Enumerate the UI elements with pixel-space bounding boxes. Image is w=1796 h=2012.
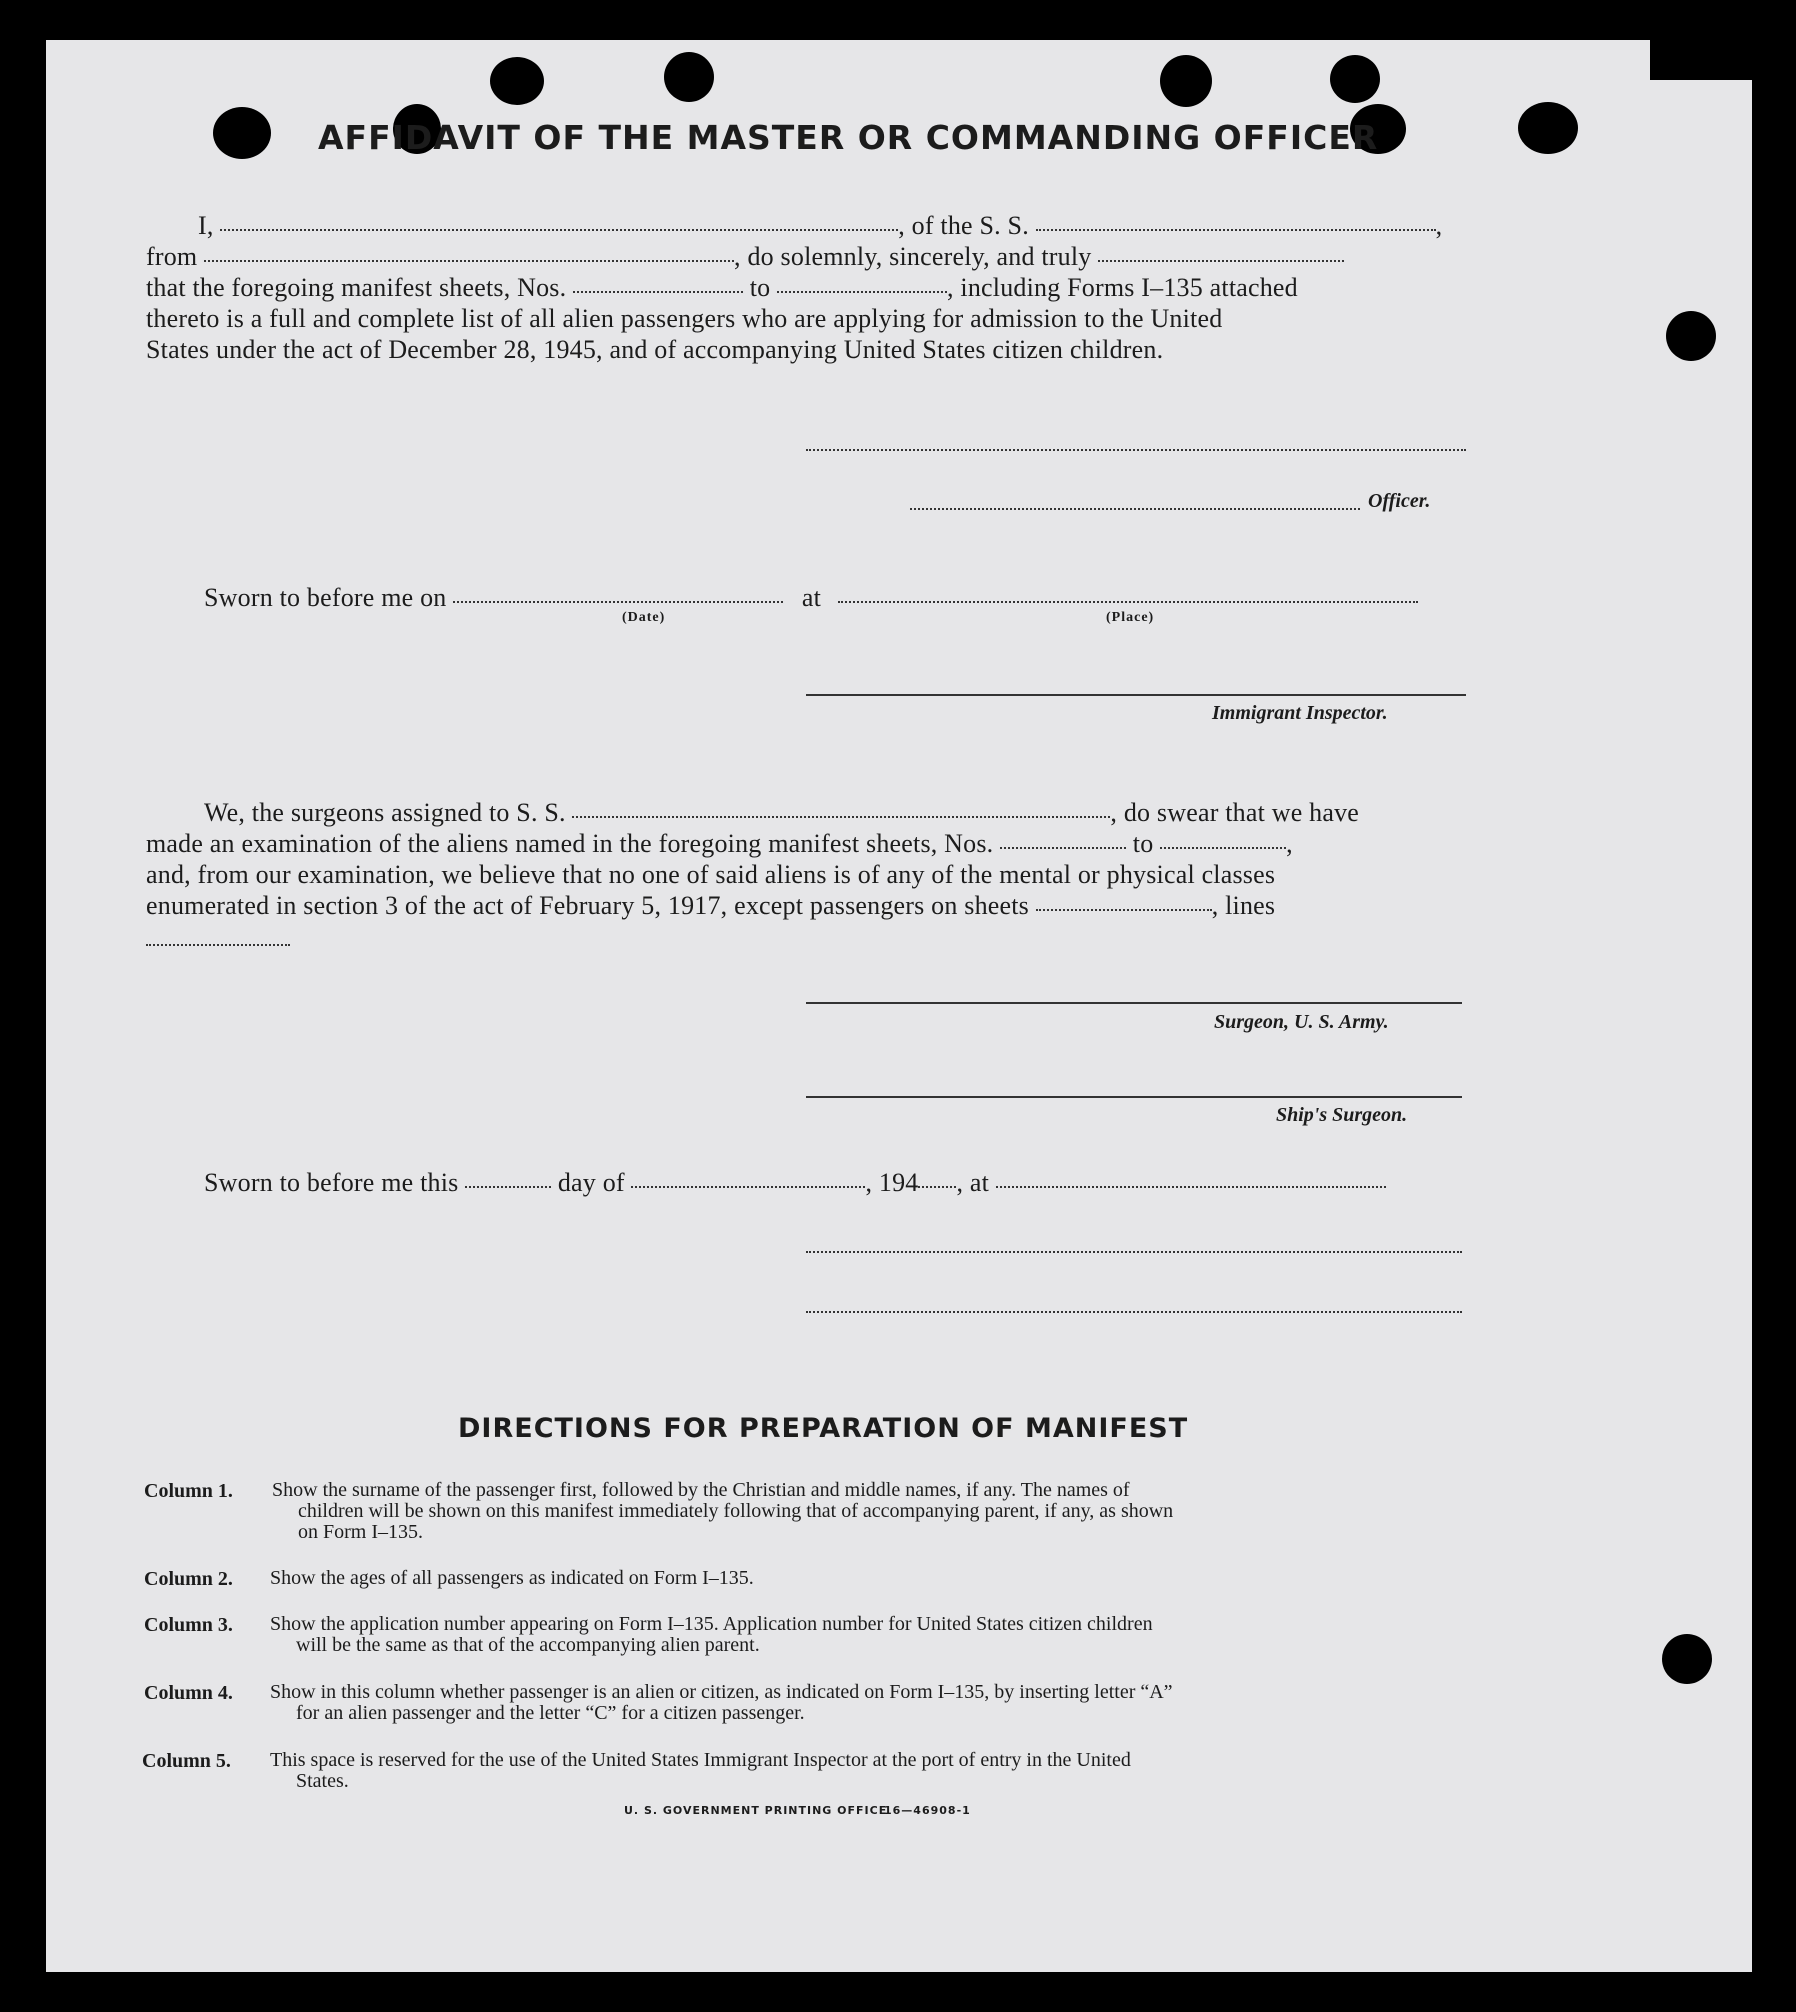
army-surgeon-signature-line[interactable] xyxy=(806,1002,1462,1004)
text: will be the same as that of the accompanying alien parent. xyxy=(296,1634,760,1656)
sheet-from-blank[interactable] xyxy=(573,291,743,293)
column-2-text xyxy=(270,1568,1470,1589)
date-caption: (Date) xyxy=(622,610,666,625)
printer-footer: U. S. GOVERNMENT PRINTING OFFICE xyxy=(624,1804,888,1817)
text: , lines xyxy=(1211,891,1276,920)
army-surgeon-label: Surgeon, U. S. Army. xyxy=(1214,1011,1389,1033)
text: Show the ages of all passengers as indicated on Form I–135. xyxy=(270,1567,754,1589)
sheet-to-blank[interactable] xyxy=(777,291,947,293)
column-2-label: Column 2. xyxy=(144,1568,233,1590)
page-corner-shadow xyxy=(1650,40,1752,80)
affidavit-line-5: States under the act of December 28, 1945, and of accompanying United States citizen children. xyxy=(146,335,1164,364)
ship-blank[interactable] xyxy=(1036,229,1436,231)
text: , of the S. S. xyxy=(898,211,1029,240)
text: , do swear that we have xyxy=(1110,798,1360,827)
officer-signature-line[interactable] xyxy=(910,508,1360,510)
sworn-line-2 xyxy=(204,1168,1386,1198)
text: , xyxy=(1286,829,1293,858)
punch-hole xyxy=(1666,311,1716,361)
text: Show in this column whether passenger is an alien or citizen, as indicated on Form I–135, by inserting letter “A” xyxy=(270,1681,1173,1703)
text: , 194 xyxy=(865,1168,919,1197)
place-blank[interactable] xyxy=(838,601,1418,603)
punch-hole xyxy=(1662,1634,1712,1684)
text: at xyxy=(801,583,822,612)
text: , at xyxy=(956,1168,990,1197)
name-blank[interactable] xyxy=(220,229,898,231)
surgeons-line-2 xyxy=(146,829,1293,859)
sworn-signature-line-1[interactable] xyxy=(806,1251,1462,1253)
punch-hole xyxy=(213,107,271,159)
month-blank[interactable] xyxy=(631,1186,865,1188)
text: children will be shown on this manifest immediately following that of accompanying parent, if any, as shown xyxy=(298,1500,1174,1522)
form-code: 16—46908-1 xyxy=(884,1804,971,1817)
column-5-label: Column 5. xyxy=(142,1750,231,1772)
surgeons-line-3: and, from our examination, we believe that no one of said aliens is of any of the mental or physical classes xyxy=(146,860,1276,889)
affidavit-line-2 xyxy=(146,242,1344,272)
column-5-text xyxy=(270,1750,1470,1792)
officer-label: Officer. xyxy=(1368,490,1431,512)
text: enumerated in section 3 of the act of February 5, 1917, except passengers on sheets xyxy=(146,891,1029,920)
surgeons-line-1 xyxy=(204,798,1359,828)
punch-hole xyxy=(490,57,544,105)
ship-surgeon-label: Ship's Surgeon. xyxy=(1276,1104,1408,1126)
text: Show the application number appearing on Form I–135. Application number for United States citizen children xyxy=(270,1613,1153,1635)
text: to xyxy=(749,273,771,302)
day-blank[interactable] xyxy=(465,1186,551,1188)
punch-hole xyxy=(1330,55,1380,103)
lines-blank[interactable] xyxy=(146,944,290,946)
punch-hole xyxy=(664,52,714,102)
sworn-signature-line-2[interactable] xyxy=(806,1311,1462,1313)
signature-line[interactable] xyxy=(806,449,1466,451)
ship-surgeon-signature-line[interactable] xyxy=(806,1096,1462,1098)
text: for an alien passenger and the letter “C” for a citizen passenger. xyxy=(296,1702,805,1724)
affidavit-line-3 xyxy=(146,273,1298,303)
oath-blank[interactable] xyxy=(1098,260,1344,262)
sworn-line-1 xyxy=(204,583,1418,613)
column-4-label: Column 4. xyxy=(144,1682,233,1704)
column-3-text xyxy=(270,1614,1470,1656)
text: We, the surgeons assigned to S. S. xyxy=(204,798,566,827)
text: made an examination of the aliens named in the foregoing manifest sheets, Nos. xyxy=(146,829,994,858)
affidavit-line-4: thereto is a full and complete list of all alien passengers who are applying for admission to the United xyxy=(146,304,1223,333)
surgeons-line-4 xyxy=(146,891,1275,921)
place-caption: (Place) xyxy=(1106,610,1155,625)
year-blank[interactable] xyxy=(918,1186,956,1188)
text: , including Forms I–135 attached xyxy=(947,273,1298,302)
text: day of xyxy=(557,1168,625,1197)
nos-from-blank[interactable] xyxy=(1000,847,1126,849)
text: from xyxy=(146,242,198,271)
nos-to-blank[interactable] xyxy=(1160,847,1286,849)
text: , xyxy=(1435,211,1443,240)
text: on Form I–135. xyxy=(298,1521,423,1543)
directions-title: DIRECTIONS FOR PREPARATION OF MANIFEST xyxy=(458,1413,1189,1444)
text: I, xyxy=(198,211,214,240)
date-blank[interactable] xyxy=(453,601,783,603)
text: that the foregoing manifest sheets, Nos. xyxy=(146,273,567,302)
text: , do solemnly, sincerely, and truly xyxy=(734,242,1092,271)
affidavit-line-1 xyxy=(198,211,1442,241)
text: States. xyxy=(296,1770,349,1792)
column-4-text xyxy=(270,1682,1470,1724)
text: This space is reserved for the use of the United States Immigrant Inspector at the port of entry in the United xyxy=(270,1749,1131,1771)
punch-hole xyxy=(1160,55,1212,107)
text: Show the surname of the passenger first, followed by the Christian and middle names, if any. The names of xyxy=(272,1479,1130,1501)
text: to xyxy=(1132,829,1154,858)
sworn-place-blank[interactable] xyxy=(996,1186,1386,1188)
inspector-label: Immigrant Inspector. xyxy=(1212,702,1388,724)
text: Sworn to before me this xyxy=(204,1168,459,1197)
sheets-blank[interactable] xyxy=(1036,909,1212,911)
text: Sworn to before me on xyxy=(204,583,447,612)
inspector-signature-line[interactable] xyxy=(806,694,1466,696)
column-3-label: Column 3. xyxy=(144,1614,233,1636)
ss-blank[interactable] xyxy=(572,816,1110,818)
column-1-label: Column 1. xyxy=(144,1480,233,1502)
affidavit-title: AFFIDAVIT OF THE MASTER OR COMMANDING OFFICER xyxy=(318,118,1379,157)
punch-hole xyxy=(1518,102,1578,154)
column-1-text xyxy=(272,1480,1472,1543)
from-blank[interactable] xyxy=(204,260,734,262)
